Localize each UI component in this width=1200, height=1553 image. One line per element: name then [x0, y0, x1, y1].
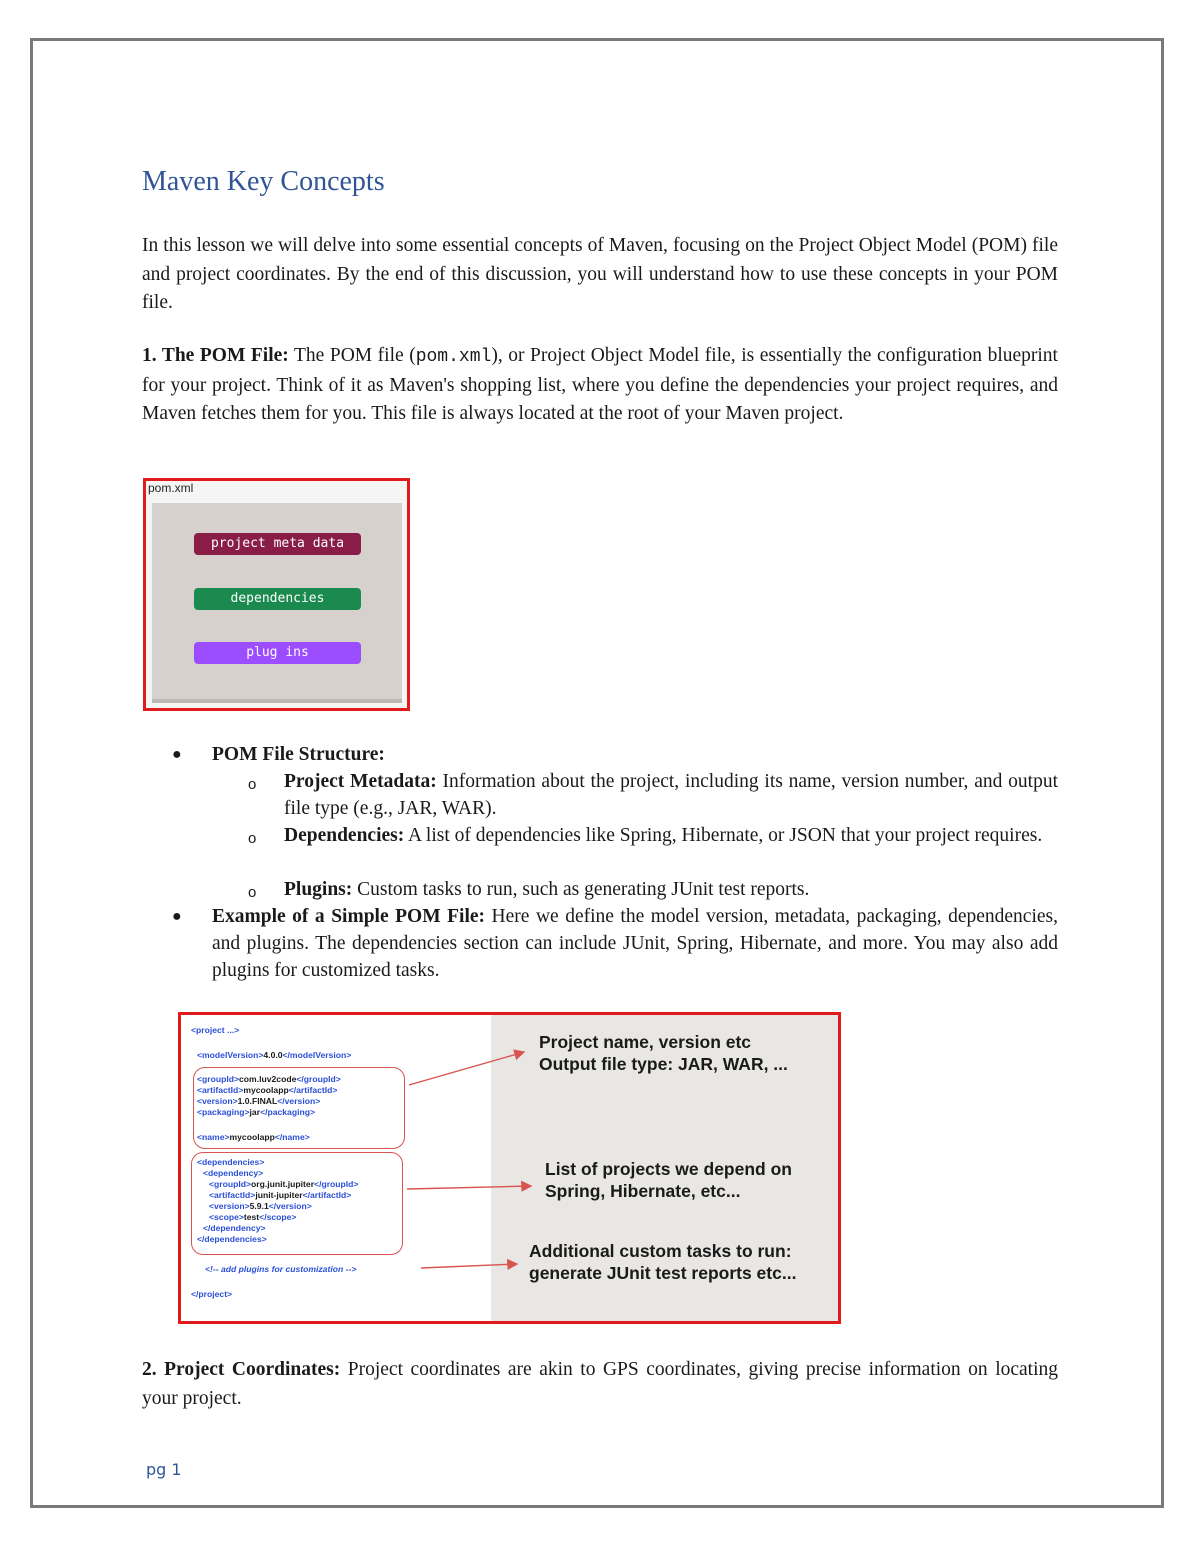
- structure-item-metadata: Project Metadata: Information about the project, including its name, version number, and output file type (e.g., JAR, WAR).: [284, 771, 1058, 819]
- arrow-metadata: [409, 1052, 524, 1085]
- code-line: <artifactId>mycoolapp</artifactId>: [197, 1085, 338, 1095]
- plugins-block: plug ins: [194, 642, 361, 664]
- code-line: <version>5.9.1</version>: [209, 1201, 312, 1211]
- sub-bullet-marker: o: [248, 884, 257, 901]
- coordinates-heading: 2. Project Coordinates:: [142, 1359, 341, 1380]
- arrow-plugins: [421, 1264, 517, 1268]
- pom-filename-code: pom.xml: [415, 347, 492, 367]
- code-line: <name>mycoolapp</name>: [197, 1132, 310, 1142]
- figure-filename-label: pom.xml: [148, 481, 194, 495]
- coordinates-text: Project coordinates are akin to GPS coordinates, giving precise information on locating your project.: [142, 1359, 1059, 1409]
- bullet-marker: ●: [172, 908, 182, 925]
- code-line: <scope>test</scope>: [209, 1212, 297, 1222]
- dependencies-block: dependencies: [194, 588, 361, 610]
- figure-shadow: [152, 699, 402, 703]
- callout-plugins: Additional custom tasks to run: generate JUnit test reports etc...: [529, 1241, 797, 1283]
- code-line: <packaging>jar</packaging>: [197, 1107, 315, 1117]
- pom-file-text-b: ), or Project Object Model file, is essentially the configuration blueprint for your project. Think of it as Maven's shopping list, where you define the dependencies your project requires, and Maven fetches them for you. This file is always located at the root of your Maven project.: [142, 345, 1058, 424]
- page-number: pg 1: [146, 1460, 182, 1479]
- callout-dependencies: List of projects we depend on Spring, Hibernate, etc...: [545, 1159, 792, 1201]
- pom-file-heading: 1. The POM File:: [142, 345, 289, 366]
- code-line: </dependencies>: [197, 1234, 267, 1244]
- arrow-dependencies: [407, 1186, 531, 1189]
- structure-item-plugins: Plugins: Custom tasks to run, such as generating JUnit test reports.: [284, 879, 810, 900]
- code-line: <dependency>: [203, 1168, 264, 1178]
- sub-bullet-marker: o: [248, 776, 257, 793]
- callout-arrows: [181, 1015, 838, 1321]
- structure-item-dependencies: Dependencies: A list of dependencies like Spring, Hibernate, or JSON that your project requires.: [284, 825, 1043, 846]
- code-line: <modelVersion>4.0.0</modelVersion>: [197, 1050, 352, 1060]
- page-title: Maven Key Concepts: [142, 166, 385, 197]
- code-line: <groupId>org.junit.jupiter</groupId>: [209, 1179, 359, 1189]
- code-line: </dependency>: [203, 1223, 266, 1233]
- sub-bullet-marker: o: [248, 830, 257, 847]
- structure-heading: POM File Structure:: [212, 744, 385, 765]
- project-meta-data-block: project meta data: [194, 533, 361, 555]
- pom-file-text-a: The POM file (: [288, 345, 416, 366]
- code-line: </project>: [191, 1289, 233, 1299]
- pom-file-paragraph: [142, 342, 1058, 429]
- figure-panel: [152, 503, 402, 699]
- pom-structure-figure: [143, 478, 410, 711]
- structure-list: [142, 741, 1058, 991]
- code-line: <project ...>: [191, 1025, 240, 1035]
- simple-pom-figure: [178, 1012, 841, 1324]
- code-line: <dependencies>: [197, 1157, 265, 1167]
- code-line: <groupId>com.luv2code</groupId>: [197, 1074, 341, 1084]
- code-comment-line: <!-- add plugins for customization -->: [205, 1264, 357, 1274]
- intro-paragraph: In this lesson we will delve into some essential concepts of Maven, focusing on the Project Object Model (POM) file and project coordinates. By the end of this discussion, you will understand how to use these concepts in your POM file.: [142, 235, 1058, 313]
- coordinates-paragraph: [142, 1356, 1058, 1413]
- code-line: <version>1.0.FINAL</version>: [197, 1096, 321, 1106]
- callout-metadata: Project name, version etc Output file type: JAR, WAR, ...: [539, 1032, 788, 1074]
- code-line: <artifactId>junit-jupiter</artifactId>: [209, 1190, 352, 1200]
- example-paragraph: Example of a Simple POM File: Here we define the model version, metadata, packaging, dependencies, and plugins. The dependencies section can include JUnit, Spring, Hibernate, and more. You may also add plugins for customized tasks.: [212, 906, 1058, 981]
- bullet-marker: ●: [172, 746, 182, 763]
